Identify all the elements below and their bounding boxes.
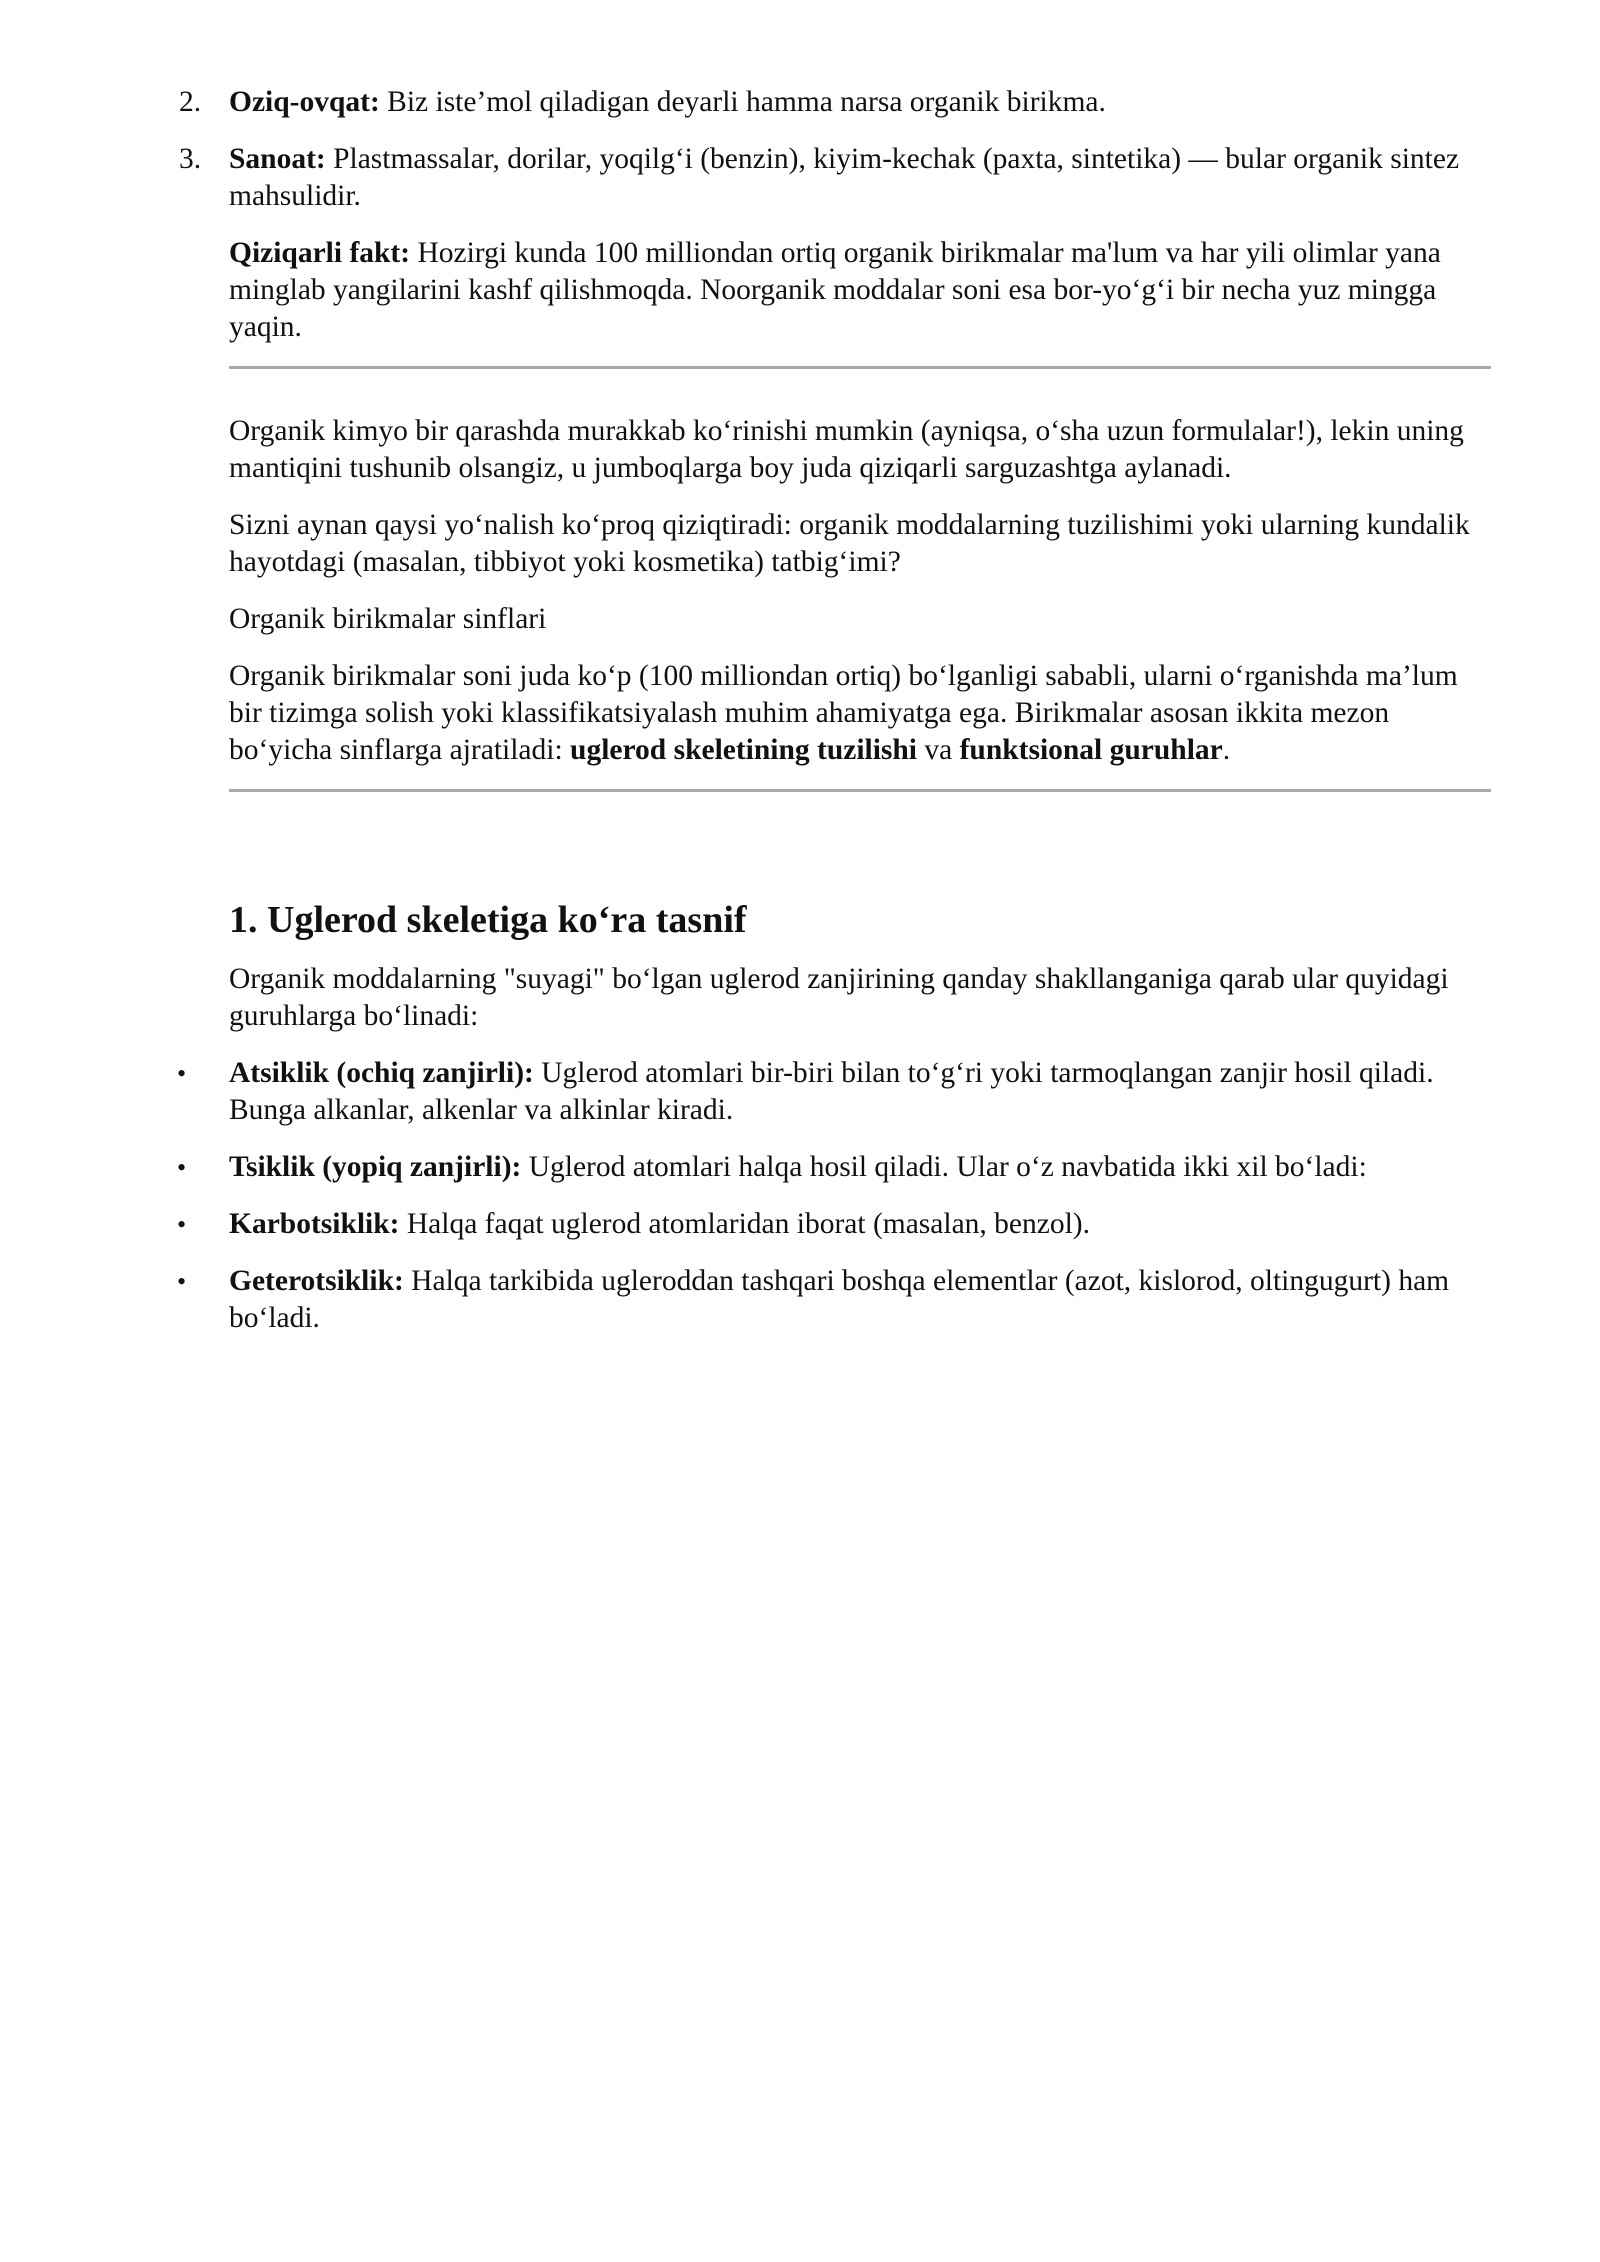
classification-bold-skeleton: uglerod skeletining tuzilishi xyxy=(570,734,918,766)
numbered-item-industry xyxy=(179,141,1491,215)
classification-end: . xyxy=(1222,734,1231,766)
interesting-fact xyxy=(229,235,1491,346)
bullet-item-cyclic xyxy=(177,1149,1491,1186)
bullet-icon: • xyxy=(177,1267,187,1296)
bullet-label: Atsiklik (ochiq zanjirli): xyxy=(229,1057,534,1089)
numbered-item-food xyxy=(179,84,1491,121)
paragraph-question: Sizni aynan qaysi yo‘nalish ko‘proq qiziqtiradi: organik moddalarning tuzilishimi yoki ularning kundalik hayotdagi (masalan, tibbiyot yoki kosmetika) tatbig‘imi? xyxy=(229,509,1470,578)
bullet-label: Tsiklik (yopiq zanjirli): xyxy=(229,1151,522,1183)
horizontal-divider xyxy=(229,789,1491,792)
bullet-label: Karbotsiklik: xyxy=(229,1208,400,1240)
bullet-label: Geterotsiklik: xyxy=(229,1265,404,1297)
bullet-icon: • xyxy=(177,1210,187,1239)
bullet-item-acyclic xyxy=(177,1055,1491,1129)
classification-text: Organik birikmalar soni juda ko‘p (100 milliondan ortiq) bo‘lganligi sababli, ularni o‘rganishda ma’lum bir tizimga solish yoki klassifikatsiyalash muhim ahamiyatga ega. Birikmalar asosan ikkita mezon bo‘yicha sinflarga ajratiladi: xyxy=(229,660,1458,766)
fact-text: Hozirgi kunda 100 milliondan ortiq organik birikmalar ma'lum va har yili olimlar yana minglab yangilarini kashf qilishmoqda. Noorganik moddalar soni esa bor-yo‘g‘i bir necha yuz mingga yaqin. xyxy=(229,237,1441,343)
heading-intro-paragraph: Organik moddalarning "suyagi" bo‘lgan uglerod zanjirining qanday shakllanganiga qarab ular quyidagi guruhlarga bo‘linadi: xyxy=(229,963,1449,1032)
section-heading-carbon-skeleton: 1. Uglerod skeletiga ko‘ra tasnif xyxy=(229,899,747,941)
paragraph-organic-chemistry: Organik kimyo bir qarashda murakkab ko‘rinishi mumkin (ayniqsa, o‘sha uzun formulalar!), lekin uning mantiqini tushunib olsangiz, u jumboqlarga boy juda qiziqarli sarguzashtga aylanadi. xyxy=(229,415,1464,484)
item-number: 2. xyxy=(179,86,202,118)
item-text: Biz iste’mol qiladigan deyarli hamma narsa organik birikma. xyxy=(379,86,1106,118)
bullet-item-carbocyclic xyxy=(177,1206,1491,1243)
section-title-classes: Organik birikmalar sinflari xyxy=(229,603,547,635)
item-label: Oziq-ovqat: xyxy=(229,86,380,118)
bullet-icon: • xyxy=(177,1153,187,1182)
bullet-text: Uglerod atomlari bir-biri bilan to‘g‘ri yoki tarmoqlangan zanjir hosil qiladi. Bunga alkanlar, alkenlar va alkinlar kiradi. xyxy=(229,1057,1434,1126)
bullet-text: Halqa faqat uglerod atomlaridan iborat (masalan, benzol). xyxy=(399,1208,1090,1240)
item-text: Plastmassalar, dorilar, yoqilg‘i (benzin), kiyim-kechak (paxta, sintetika) — bular organik sintez mahsulidir. xyxy=(229,143,1460,212)
classification-connector: va xyxy=(917,734,960,766)
fact-label: Qiziqarli fakt: xyxy=(229,237,411,269)
item-label: Sanoat: xyxy=(229,143,326,175)
classification-bold-functional: funktsional guruhlar xyxy=(959,734,1223,766)
bullet-text: Halqa tarkibida ugleroddan tashqari boshqa elementlar (azot, kislorod, oltingugurt) ham bo‘ladi. xyxy=(229,1265,1450,1334)
bullet-item-heterocyclic xyxy=(177,1263,1491,1337)
bullet-icon: • xyxy=(177,1059,187,1088)
document-content xyxy=(177,84,1491,1357)
item-number: 3. xyxy=(179,143,202,175)
bullet-text: Uglerod atomlari halqa hosil qiladi. Ular o‘z navbatida ikki xil bo‘ladi: xyxy=(521,1151,1367,1183)
paragraph-classification xyxy=(229,658,1491,769)
horizontal-divider xyxy=(229,366,1491,369)
